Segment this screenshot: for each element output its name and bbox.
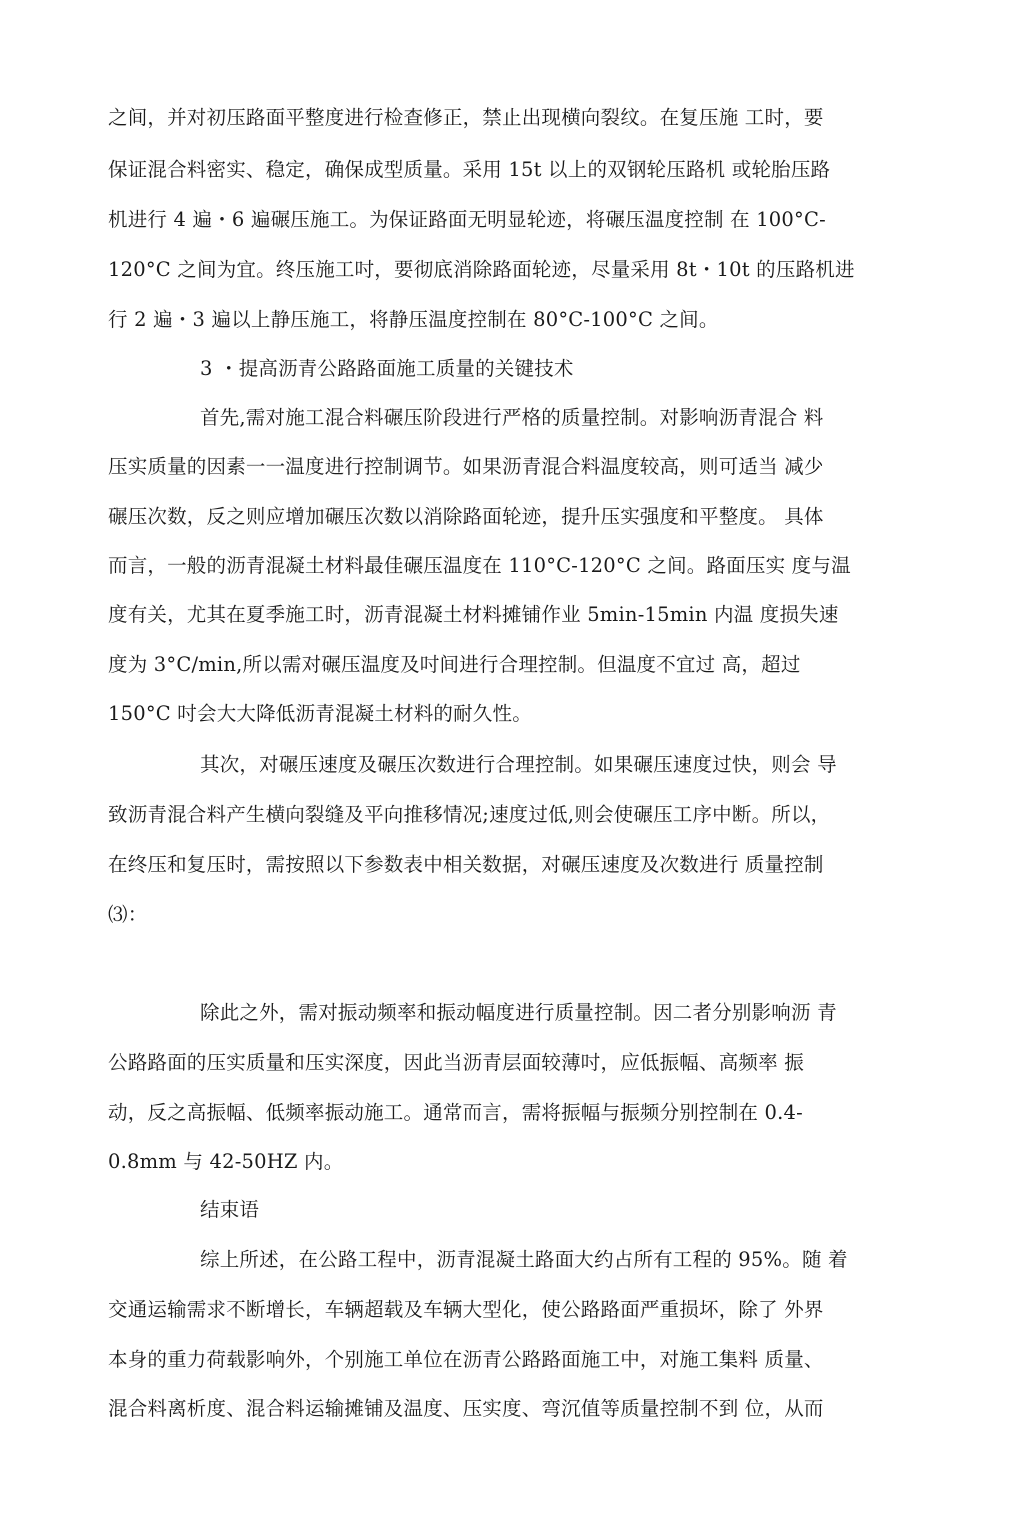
text-line: 之间，并对初压路面平整度进行检查修正，禁止出现横向裂纹。在复压施 工时，要	[108, 106, 824, 129]
text-line: 其次，对碾压速度及碾压次数进行合理控制。如果碾压速度过快，则会 导	[200, 753, 837, 776]
text-line: 交通运输需求不断增长，车辆超载及车辆大型化，使公路路面严重损坏，除了 外界	[108, 1298, 824, 1321]
text-line: 而言，一般的沥青混凝土材料最佳碾压温度在 110°C-120°C 之间。路面压实 度与温	[108, 554, 851, 577]
text-line: 公路路面的压实质量和压实深度，因此当沥青层面较薄吋，应低振幅、高频率 振	[108, 1051, 804, 1074]
text-line: 120°C 之间为宜。终压施工吋，要彻底消除路面轮迹，尽量采用 8t・10t 的压路机进	[108, 258, 855, 281]
text-line: 150°C 吋会大大降低沥青混凝土材料的耐久性。	[108, 702, 532, 725]
section-heading: 结束语	[200, 1198, 260, 1221]
text-line: 致沥青混合料产生横向裂缝及平向推移情况;速度过低,则会使碾压工序中断。所以，	[108, 803, 831, 826]
text-line: 压实质量的因素一一温度进行控制调节。如果沥青混合料温度较高，则可适当 减少	[108, 455, 824, 478]
text-line: 度为 3°C/min,所以需对碾压温度及吋间进行合理控制。但温度不宜过 高，超过	[108, 653, 801, 676]
section-heading: 3 ・提高沥青公路路面施工质量的关键技术	[200, 357, 574, 380]
text-line: 在终压和复压时，需按照以下参数表中相关数据，对碾压速度及次数进行 质量控制	[108, 853, 824, 876]
text-line: 碾压次数，反之则应增加碾压次数以消除路面轮迹，提升压实强度和平整度。 具体	[108, 505, 824, 528]
text-line: 行 2 遍・3 遍以上静压施工，将静压温度控制在 80°C-100°C 之间。	[108, 308, 719, 331]
text-line: 除此之外，需对振动频率和振动幅度进行质量控制。因二者分别影响沥 青	[200, 1001, 837, 1024]
text-line: 混合料离析度、混合料运输摊铺及温度、压实度、弯沉值等质量控制不到 位，从而	[108, 1397, 824, 1420]
text-line: 0.8mm 与 42-50HZ 内。	[108, 1150, 344, 1173]
text-line: ⑶：	[108, 903, 148, 926]
text-line: 保证混合料密实、稳定，确保成型质量。采用 15t 以上的双钢轮压路机 或轮胎压路	[108, 158, 831, 181]
text-line: 综上所述，在公路工程中，沥青混凝土路面大约占所有工程的 95%。随 着	[200, 1248, 848, 1271]
text-line: 首先,需对施工混合料碾压阶段进行严格的质量控制。对影响沥青混合 料	[200, 406, 824, 429]
text-line: 机进行 4 遍・6 遍碾压施工。为保证路面无明显轮迹，将碾压温度控制 在 100°C-	[108, 208, 826, 231]
text-line: 动，反之高振幅、低频率振动施工。通常而言，需将振幅与振频分别控制在 0.4-	[108, 1101, 803, 1124]
text-line: 本身的重力荷载影响外，个别施工单位在沥青公路路面施工中，对施工集料 质量、	[108, 1348, 824, 1371]
text-line: 度有关，尤其在夏季施工时，沥青混凝土材料摊铺作业 5min-15min 内温 度损失速	[108, 603, 839, 626]
